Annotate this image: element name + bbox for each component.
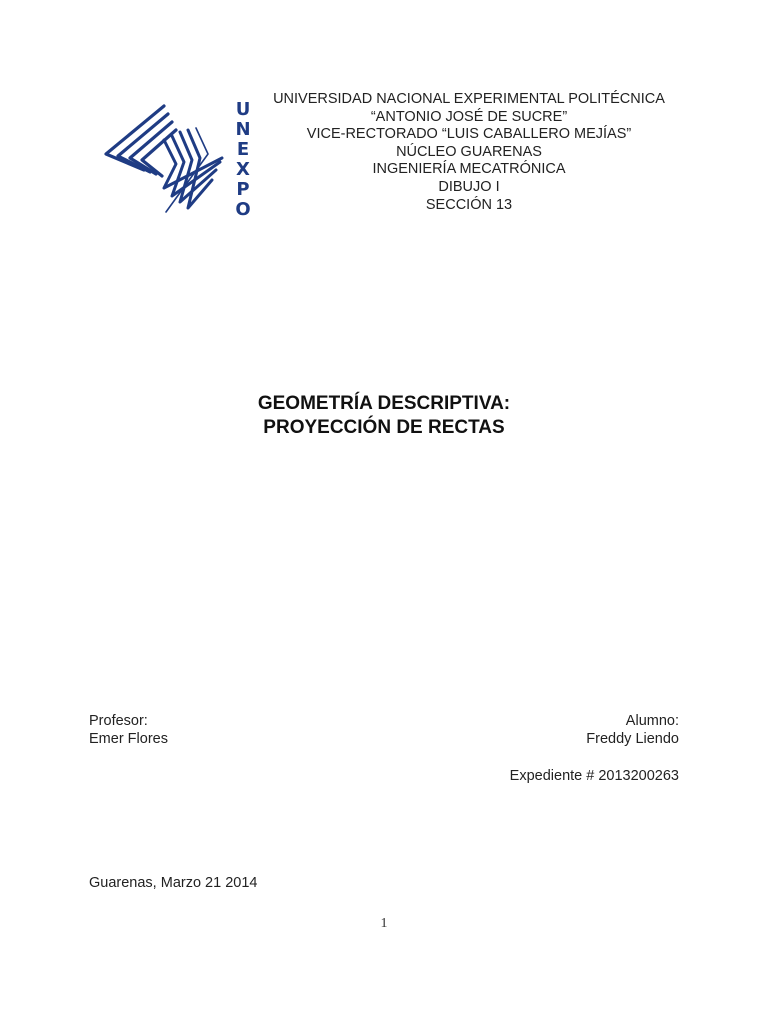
- svg-text:X: X: [236, 159, 250, 180]
- profesor-block: [89, 712, 168, 748]
- header-line-antonio-jose-de-sucre: “ANTONIO JOSÉ DE SUCRE”: [370, 108, 568, 125]
- svg-text:E: E: [236, 139, 250, 160]
- title-line-1: GEOMETRÍA DESCRIPTIVA:: [257, 393, 511, 414]
- page-number: 1: [380, 916, 388, 931]
- document-title: [0, 392, 768, 440]
- header-line-nucleo: NÚCLEO GUARENAS: [396, 143, 542, 160]
- alumno-block: [586, 712, 679, 748]
- profesor-name: Emer Flores: [89, 731, 168, 747]
- svg-text:U: U: [235, 100, 251, 120]
- header-line-ingenieria: INGENIERÍA MECATRÓNICA: [372, 161, 566, 178]
- svg-text:O: O: [235, 199, 251, 218]
- expediente-number: Expediente # 2013200263: [509, 768, 679, 784]
- header-line-seccion: SECCIÓN 13: [425, 196, 513, 213]
- header-line-vice-rectorado: VICE-RECTORADO “LUIS CABALLERO MEJÍAS”: [306, 126, 632, 143]
- header-line-dibujo: DIBUJO I: [438, 178, 500, 195]
- svg-text:P: P: [236, 179, 250, 200]
- alumno-label: Alumno:: [625, 713, 679, 729]
- title-line-2: PROYECCIÓN DE RECTAS: [263, 417, 505, 438]
- header-line-university: UNIVERSIDAD NACIONAL EXPERIMENTAL POLITÉCNICA: [273, 91, 665, 107]
- logo-wordmark: [235, 100, 250, 218]
- place-date: Guarenas, Marzo 21 2014: [89, 875, 258, 891]
- logo-emblem: [106, 106, 222, 212]
- alumno-name: Freddy Liendo: [586, 731, 679, 747]
- institution-header: [250, 91, 688, 214]
- profesor-label: Profesor:: [89, 713, 148, 729]
- svg-text:N: N: [235, 119, 251, 140]
- unexpo-logo-icon: [104, 100, 254, 218]
